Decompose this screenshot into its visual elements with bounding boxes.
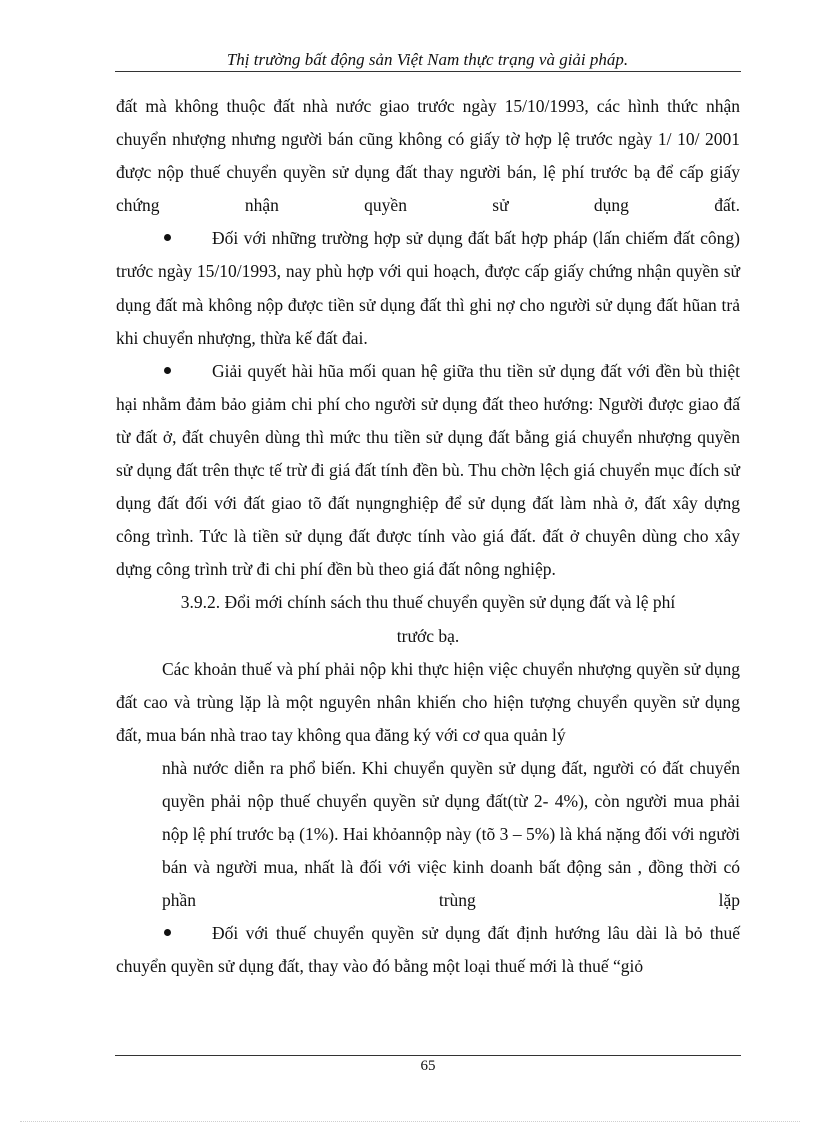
page-bottom-border	[20, 1121, 800, 1122]
bullet-text: Đối với thuế chuyển quyền sử dụng đất định hướng lâu dài là bỏ thuế chuyển quyền sử dụng đất, thay vào đó bằng một loại thuế mới là thuế “giỏ	[116, 923, 740, 977]
bullet-paragraph-encroached-land	[116, 222, 740, 354]
bullet-paragraph-compensation	[116, 355, 740, 587]
bullet-text: Đối với những trường hợp sử dụng đất bất hợp pháp (lấn chiếm đất công) trước ngày 15/10/1993, nay phù hợp với qui hoạch, được cấp giấy chứng nhận quyền sử dụng đất mà không nộp được tiền sử dụng đất thì ghi nợ cho người sử dụng đất hũan trả khi chuyển nhượng, thừa kế đất đai.	[116, 228, 740, 348]
paragraph-taxes-continued: nhà nước diễn ra phổ biến. Khi chuyển quyền sử dụng đất, người có đất chuyển quyền phải nộp thuế chuyển quyền sử dụng đất(từ 2- 4%), còn người mua phải nộp lệ phí trước bạ (1%). Hai khỏannộp này (tõ 3 – 5%) là khá nặng đối với người bán và người mua, nhất là đối với việc kinh doanh bất động sản , đồng thời có phần trùng lặp	[162, 757, 740, 911]
running-header: Thị trường bất động sản Việt Nam thực trạng và giải pháp.	[226, 50, 629, 69]
bullet-paragraph-transfer-tax	[116, 917, 740, 983]
section-heading-line2: trước bạ.	[396, 625, 460, 646]
section-heading-line1: 3.9.2. Đổi mới chính sách thu thuế chuyển quyền sử dụng đất và lệ phí	[180, 592, 676, 613]
bullet-text: Giải quyết hài hũa mối quan hệ giữa thu tiền sử dụng đất với đền bù thiệt hại nhằm đảm bảo giảm chi phí cho người sử dụng đất theo hướng: Người được giao đấ từ đất ở, đất chuyên dùng thì mức thu tiền sử dụng đất bằng giá chuyển nhượng quyền sử dụng đất trên thực tế trừ đi giá đất tính đền bù. Thu chờn lệch giá chuyển mục đích sử dụng đất đối với đất giao tõ đất nụngnghiệp để sử dụng đất làm nhà ở, đất xây dựng công trình. Tức là tiền sử dụng đất được tính vào giá đất. đất ở chuyên dùng cho xây dựng công trình trừ đi chi phí đền bù theo giá đất nông nghiệp.	[116, 360, 740, 580]
footer-rule	[115, 1055, 741, 1056]
page-number: 65	[420, 1058, 436, 1074]
bullet-icon	[164, 234, 171, 241]
body-text	[116, 90, 740, 984]
bullet-icon	[164, 367, 171, 374]
bullet-icon	[164, 929, 171, 936]
paragraph-continued: đất mà không thuộc đất nhà nước giao trước ngày 15/10/1993, các hình thức nhận chuyển nhượng nhưng người bán cũng không có giấy tờ hợp lệ trước ngày 1/ 10/ 2001 được nộp thuế chuyển quyền sử dụng đất thay người bán, lệ phí trước bạ để cấp giấy chứng nhận quyền sử dụng đất.	[116, 96, 740, 216]
paragraph-taxes-lead: Các khoản thuế và phí phải nộp khi thực hiện việc chuyển nhượng quyền sử dụng đất cao và trùng lặp là một nguyên nhân khiến cho hiện tượng chuyển quyền sử dụng đất, mua bán nhà trao tay không qua đăng ký với cơ qua quản lý	[116, 658, 740, 745]
header-rule	[115, 71, 741, 72]
